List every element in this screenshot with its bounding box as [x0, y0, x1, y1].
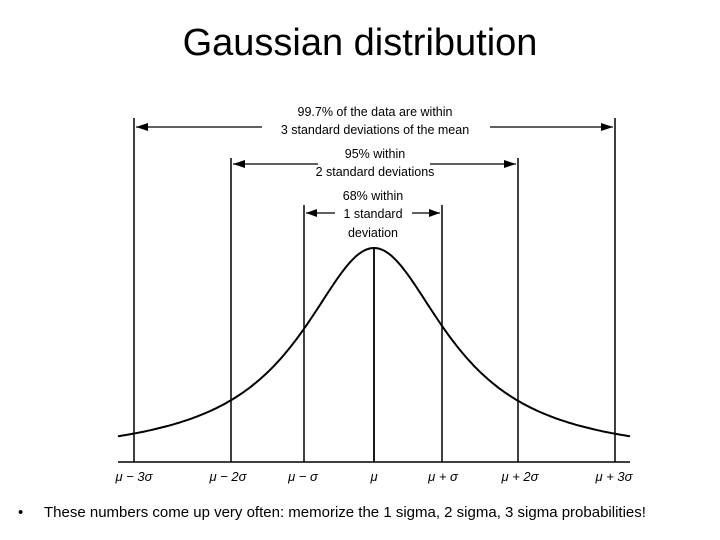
- bullet-text: These numbers come up very often: memorize the 1 sigma, 2 sigma, 3 sigma probabilities!: [44, 504, 646, 521]
- axis-label-minus-3sigma: μ − 3σ: [115, 469, 153, 484]
- slide-title: Gaussian distribution: [182, 22, 538, 64]
- arrowhead-1sigma-right: [429, 209, 440, 217]
- axis-label-minus-2sigma: μ − 2σ: [209, 469, 247, 484]
- axis-label-plus-3sigma: μ + 3σ: [595, 469, 633, 484]
- annotation-2sigma-line1: 95% within: [344, 147, 406, 161]
- annotation-3sigma-line1: 99.7% of the data are within: [297, 105, 453, 119]
- annotation-2sigma-line2: 2 standard deviations: [315, 165, 435, 179]
- arrowhead-1sigma-left: [306, 209, 317, 217]
- arrowhead-2sigma-left: [233, 160, 245, 168]
- axis-label-mean: μ: [370, 469, 378, 484]
- annotation-1sigma-line3: deviation: [347, 226, 399, 240]
- arrowhead-3sigma-left: [136, 123, 148, 131]
- annotation-1sigma-line2: 1 standard: [343, 207, 403, 221]
- arrowhead-2sigma-right: [504, 160, 516, 168]
- annotation-3sigma-line2: 3 standard deviations of the mean: [280, 123, 470, 137]
- arrowhead-3sigma-right: [601, 123, 613, 131]
- annotation-1sigma-line1: 68% within: [342, 189, 404, 203]
- bullet-marker: •: [18, 504, 24, 521]
- axis-label-plus-2sigma: μ + 2σ: [501, 469, 539, 484]
- axis-label-minus-1sigma: μ − σ: [288, 469, 318, 484]
- axis-label-plus-1sigma: μ + σ: [428, 469, 458, 484]
